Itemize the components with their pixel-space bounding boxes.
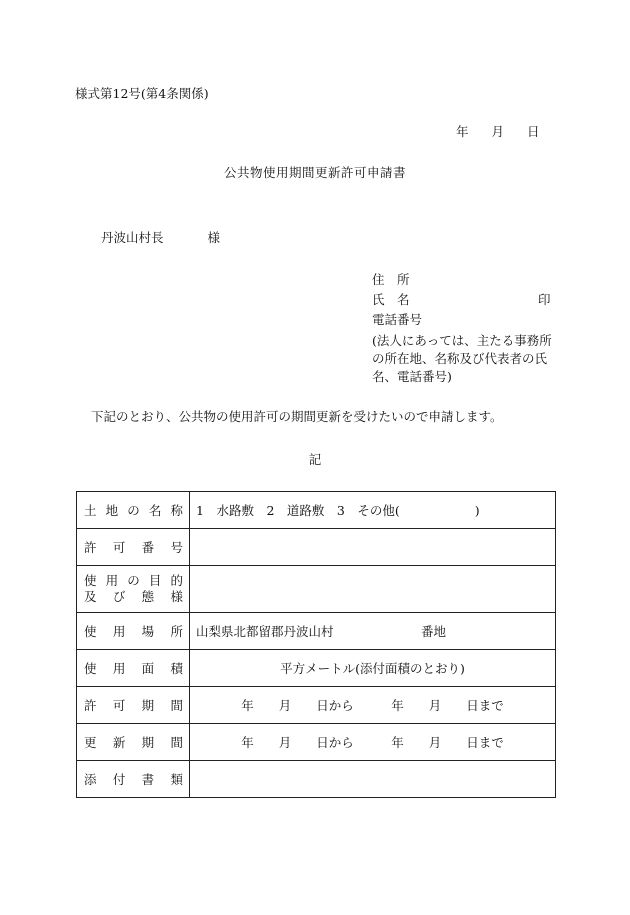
row-label: 使 用 面 積 (77, 650, 190, 687)
application-statement: 下記のとおり、公共物の使用許可の期間更新を受けたいので申請します。 (91, 409, 503, 424)
table-row (77, 566, 556, 613)
name-label: 氏 名 (372, 292, 410, 307)
row-label: 更 新 期 間 (77, 724, 190, 761)
table-row (77, 650, 556, 687)
document-title: 公共物使用期間更新許可申請書 (223, 165, 406, 180)
row-label: 許 可 番 号 (77, 529, 190, 566)
seal-mark: 印 (538, 292, 551, 307)
table-row (77, 529, 556, 566)
addressee (101, 228, 220, 246)
table-row (77, 613, 556, 650)
table-row (77, 492, 556, 529)
date-line (456, 122, 540, 140)
area-value[interactable]: 平方メートル(添付面積のとおり) (190, 650, 556, 687)
location-value[interactable]: 山梨県北都留郡丹波山村 番地 (190, 613, 556, 650)
row-label: 許 可 期 間 (77, 687, 190, 724)
date-year: 年 (456, 124, 469, 139)
attachments-value[interactable] (190, 761, 556, 798)
permit-period-value[interactable]: 年 月 日から 年 月 日まで (190, 687, 556, 724)
date-month: 月 (491, 124, 505, 139)
row-label: 使 用 場 所 (77, 613, 190, 650)
application-table (76, 491, 556, 798)
applicant-block (372, 270, 562, 386)
purpose-value[interactable] (190, 566, 556, 613)
form-number: 様式第12号(第4条関係) (75, 86, 209, 101)
renewal-period-value[interactable]: 年 月 日から 年 月 日まで (190, 724, 556, 761)
table-row (77, 687, 556, 724)
table-row (77, 761, 556, 798)
corporate-note: (法人にあっては、主たる事務所の所在地、名称及び代表者の氏名、電話番号) (372, 333, 552, 384)
addressee-honorific: 様 (207, 230, 221, 245)
addressee-name: 丹波山村長 (101, 230, 164, 245)
land-name-value[interactable]: 1 水路敷 2 道路敷 3 その他( ) (190, 492, 556, 529)
date-day: 日 (527, 124, 540, 139)
row-label: 使 用 の 目 的 及 び 態 様 (77, 566, 190, 613)
row-label: 添 付 書 類 (77, 761, 190, 798)
phone-label: 電話番号 (372, 312, 423, 327)
row-label: 土 地 の 名 称 (77, 492, 190, 529)
ki-heading: 記 (308, 452, 322, 467)
table-row (77, 724, 556, 761)
permit-number-value[interactable] (190, 529, 556, 566)
address-label: 住 所 (372, 272, 410, 287)
